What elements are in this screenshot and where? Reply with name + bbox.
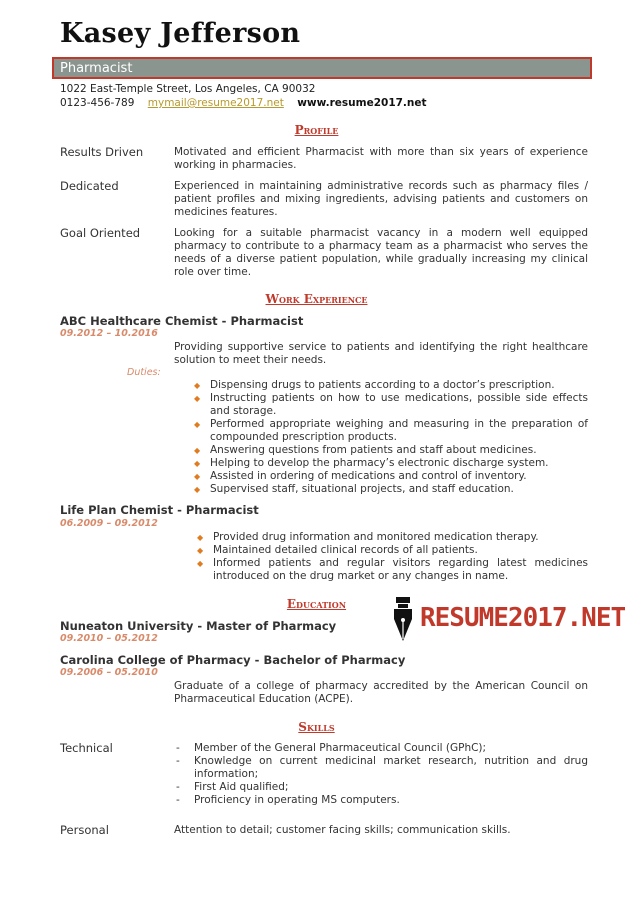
list-item: ◆ Informed patients and regular visitors regarding latest medicines introduced on the drug market or any changes in name. [197, 557, 588, 583]
education-note: Graduate of a college of pharmacy accredited by the American Council on Pharmaceutical Education (ACPE). [174, 680, 588, 705]
education-title: Nuneaton University - Master of Pharmacy [60, 619, 337, 633]
list-item: ◆ Dispensing drugs to patients according to a doctor’s prescription. [194, 379, 588, 392]
skills-label: Personal [60, 823, 109, 837]
resume2017-logo [386, 597, 626, 643]
education-dates: 09.2010 – 05.2012 [60, 633, 158, 644]
experience-heading: Work Experience [265, 292, 368, 306]
technical-skills-list [174, 742, 588, 807]
list-item: ◆ Answering questions from patients and staff about medicines. [194, 444, 588, 457]
list-item: - Member of the General Pharmaceutical Council (GPhC); [174, 742, 588, 755]
list-item: ◆ Performed appropriate weighing and measuring in the preparation of compounded prescription products. [194, 418, 588, 444]
profile-text: Experienced in maintaining administrative records such as pharmacy files / patient profiles and mixing ingredients, advising patients and customers on medicines features. [174, 180, 588, 218]
list-item: ◆ Instructing patients on how to use medications, possible side effects and storage. [194, 392, 588, 418]
skills-heading: Skills [298, 720, 335, 734]
logo-text: RESUME2017.NET [420, 603, 626, 633]
phone: 0123-456-789 [60, 97, 135, 109]
list-item: ◆ Maintained detailed clinical records of all patients. [197, 544, 588, 557]
list-item: ◆ Assisted in ordering of medications and control of inventory. [194, 470, 588, 483]
skills-label: Technical [60, 741, 113, 755]
job-dates: 06.2009 – 09.2012 [60, 518, 158, 529]
list-item: ◆ Provided drug information and monitored medication therapy. [197, 531, 588, 544]
profile-label: Results Driven [60, 145, 144, 159]
profile-text: Looking for a suitable pharmacist vacancy in a modern well equipped pharmacy to contribute to a pharmacy team as a pharmacist who serves the needs of a diverse patient population, while gradually increasing my clinical role over time. [174, 227, 588, 278]
personal-skills: Attention to detail; customer facing skills; communication skills. [174, 824, 511, 836]
list-item: ◆ Helping to develop the pharmacy’s electronic discharge system. [194, 457, 588, 470]
list-item: - Knowledge on current medicinal market research, nutrition and drug information; [174, 755, 588, 781]
job-summary: Providing supportive service to patients and identifying the right healthcare solution to meet their needs. [174, 341, 588, 366]
list-item: - First Aid qualified; [174, 781, 588, 794]
profile-label: Dedicated [60, 179, 119, 193]
job-dates: 09.2012 – 10.2016 [60, 328, 158, 339]
website-link[interactable]: www.resume2017.net [297, 97, 427, 109]
fountain-pen-icon [390, 597, 416, 643]
list-item: ◆ Supervised staff, situational projects, and staff education. [194, 483, 588, 496]
candidate-name: Kasey Jefferson [60, 18, 301, 49]
profile-label: Goal Oriented [60, 226, 141, 240]
profile-heading: Profile [294, 123, 339, 137]
education-dates: 09.2006 – 05.2010 [60, 667, 158, 678]
duties-label: Duties: [127, 367, 161, 378]
job-title: Pharmacist [60, 61, 133, 76]
job-title: ABC Healthcare Chemist - Pharmacist [60, 314, 304, 328]
list-item: - Proficiency in operating MS computers. [174, 794, 588, 807]
education-title: Carolina College of Pharmacy - Bachelor of Pharmacy [60, 653, 406, 667]
job-title: Life Plan Chemist - Pharmacist [60, 503, 259, 517]
email-link[interactable]: mymail@resume2017.net [147, 97, 284, 109]
duties-list [197, 531, 588, 583]
profile-text: Motivated and efficient Pharmacist with more than six years of experience working in pharmacies. [174, 146, 588, 171]
education-heading: Education [286, 597, 347, 611]
duties-list [194, 379, 588, 496]
address: 1022 East-Temple Street, Los Angeles, CA 90032 [60, 83, 316, 95]
contact-line [60, 97, 427, 109]
job-title-bar [52, 57, 592, 79]
